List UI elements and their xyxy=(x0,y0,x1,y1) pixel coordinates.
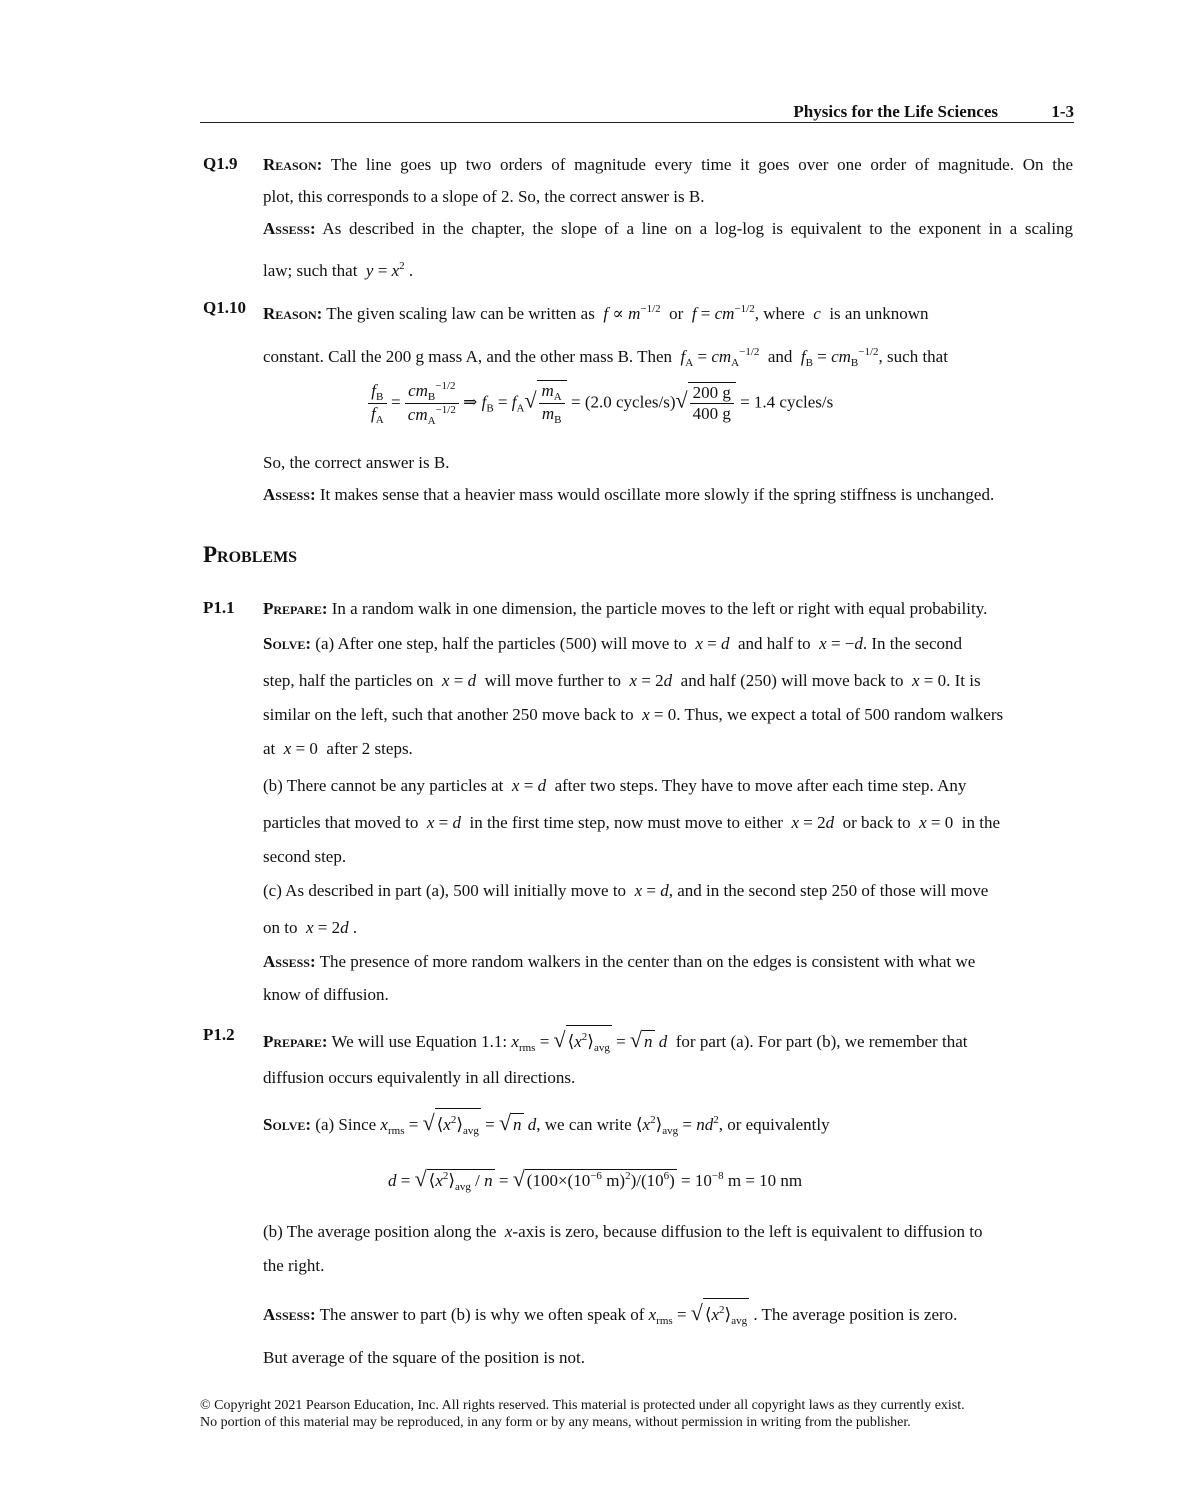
p1-1-label: P1.1 xyxy=(203,598,235,617)
running-header xyxy=(200,100,1074,123)
solve-label: Solve: xyxy=(263,1115,312,1134)
p1-1-solve-line3: similar on the left, such that another 250 move back to x = 0. Thus, we expect a total of 500 random walkers xyxy=(263,705,1004,724)
assess-label: Assess: xyxy=(263,485,316,504)
prepare-label: Prepare: xyxy=(263,599,328,618)
p1-1-prepare: Prepare: In a random walk in one dimension, the particle moves to the left or right with equal probability. xyxy=(263,599,988,618)
proportionality-expr: f ∝ m xyxy=(603,304,641,323)
p1-2-assess-line2: But average of the square of the position is not. xyxy=(263,1348,585,1367)
p1-1-part-b-line3: second step. xyxy=(263,847,347,866)
prepare-label: Prepare: xyxy=(263,1032,328,1051)
p1-1-assess-line2: know of diffusion. xyxy=(263,985,389,1004)
p1-1-part-b-line1: (b) There cannot be any particles at x = d after two steps. They have to move after each time step. Any xyxy=(263,776,967,795)
book-title: Physics for the Life Sciences xyxy=(793,102,998,121)
p1-1-solve-line2: step, half the particles on x = d will move further to x = 2d and half (250) will move back to x = 0. It is xyxy=(263,671,981,690)
assess-label: Assess: xyxy=(263,952,316,971)
reason-label: Reason: xyxy=(263,155,323,174)
q1-10-assess: Assess: It makes sense that a heavier mass would oscillate more slowly if the spring stiffness is unchanged. xyxy=(263,485,995,504)
distance-equation: d = √ $⟨x^2⟩_{avg}$ / n = √ ($100\times(10^{-6}$ $m)^2)/(10^6) = 10^{-8}$ m = 10 nm xyxy=(388,1166,803,1193)
q1-9-assess-line1 xyxy=(263,218,1073,240)
q1-10-label: Q1.10 xyxy=(203,298,246,317)
q1-9-assess-line2: law; such that $y = x^2$ . xyxy=(263,260,414,280)
assess-label: Assess: xyxy=(263,219,316,238)
p1-2-part-b-line1: (b) The average position along the x-axis is zero, because diffusion to the left is equivalent to diffusion to xyxy=(263,1222,983,1241)
assess-label: Assess: xyxy=(263,1305,316,1324)
q1-9-reason-line2: plot, this corresponds to a slope of 2. So, the correct answer is B. xyxy=(263,187,705,206)
p1-2-solve-line1: Solve: (a) Since $x_{rms}$ = √ $⟨x^2⟩_{avg}$ = √ n d, we can write $⟨x^2⟩_{avg} = nd^2$, or equivalently xyxy=(263,1108,1073,1142)
q1-9-assess-text1: As described in the chapter, the slope of a line on a log-log is equivalent to the exponent in a scaling xyxy=(322,219,1073,238)
q1-9-reason-line1 xyxy=(263,154,1073,176)
copyright-line1: © Copyright 2021 Pearson Education, Inc. All rights reserved. This material is protected under all copyright laws as they currently exist. xyxy=(200,1398,965,1413)
p1-1-solve-line4: at x = 0 after 2 steps. xyxy=(263,739,413,758)
scaling-equation: y xyxy=(365,261,374,280)
q1-9-assess-text2: law; such that xyxy=(263,261,358,280)
p1-1-solve-line1: Solve: (a) After one step, half the particles (500) will move to x = d and half to x = −d. In the second xyxy=(263,634,963,653)
frequency-ratio-equation: $\frac{f_B}{f_A}$ = $\frac{cm_B^{-1/2}}{cm_A^{-1/2}}$ ⇒ $f_B = f_A√$ $\frac{m_A}{m_B}$ = (2.0 cycles/s)√ $\frac{200 g}{400 g}$ = 1.4 cycles/s xyxy=(368,380,833,427)
p1-2-label: P1.2 xyxy=(203,1025,235,1044)
p1-1-part-c-line2: on to x = 2d . xyxy=(263,918,358,937)
problems-heading: Problems xyxy=(203,542,298,567)
p1-2-prepare-line2: diffusion occurs equivalently in all directions. xyxy=(263,1068,576,1087)
solve-label: Solve: xyxy=(263,634,312,653)
q1-10-reason-line1: Reason: The given scaling law can be written as $f \propto m^{-1/2}$ or $f = cm^{-1/2}$, where c is an unknown xyxy=(263,303,929,323)
p1-1-part-b-line2: particles that moved to x = d in the first time step, now must move to either x = 2d or back to x = 0 in the xyxy=(263,813,1000,832)
q1-9-label: Q1.9 xyxy=(203,154,238,173)
p1-2-assess-line1: Assess: The answer to part (b) is why we often speak of $x_{rms}$ = √ $⟨x^2⟩_{avg}$ . The average position is zero. xyxy=(263,1298,1073,1332)
p1-2-prepare-line1: Prepare: We will use Equation 1.1: $x_{rms}$ = √ $⟨x^2⟩_{avg}$ = √ n d for part (a). For part (b), we remember that xyxy=(263,1025,1073,1059)
q1-10-answer: So, the correct answer is B. xyxy=(263,453,450,472)
page-number: 1-3 xyxy=(1051,102,1074,121)
p1-1-assess-line1: Assess: The presence of more random walkers in the center than on the edges is consistent with what we xyxy=(263,952,976,971)
p1-1-part-c-line1: (c) As described in part (a), 500 will initially move to x = d, and in the second step 250 of those will move xyxy=(263,881,989,900)
p1-2-part-b-line2: the right. xyxy=(263,1256,325,1275)
reason-label: Reason: xyxy=(263,304,323,323)
q1-9-reason-text1: The line goes up two orders of magnitude every time it goes over one order of magnitude. On the xyxy=(330,155,1073,174)
copyright-line2: No portion of this material may be reproduced, in any form or by any means, without permission in writing from the publisher. xyxy=(200,1415,911,1430)
q1-10-reason-line2: constant. Call the 200 g mass A, and the other mass B. Then $f_A = cm_A^{-1/2}$ and $f_B = cm_B^{-1/2}$, such that xyxy=(263,346,948,369)
